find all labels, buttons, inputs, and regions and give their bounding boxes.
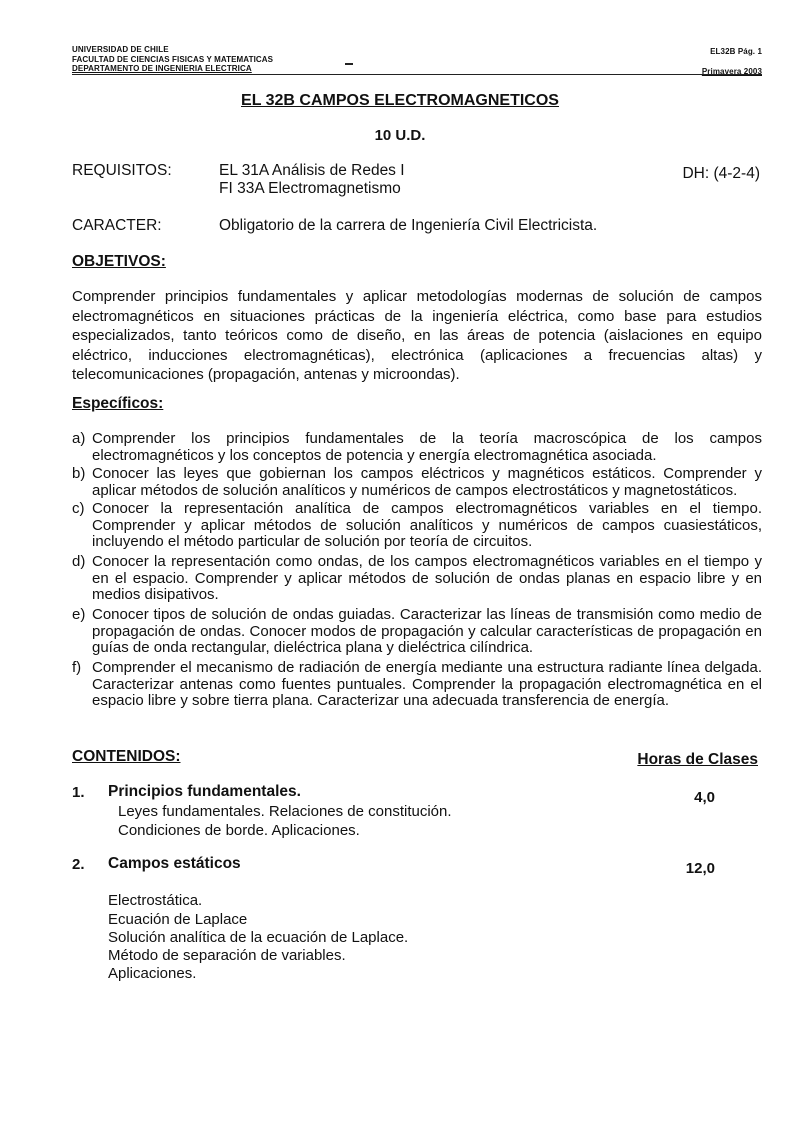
- topic-title: Principios fundamentales.: [108, 783, 301, 800]
- topic-line: Método de separación de variables.: [108, 947, 346, 964]
- topic-title: Campos estáticos: [108, 855, 241, 872]
- topic-line: Aplicaciones.: [108, 965, 197, 982]
- item-text: Conocer las leyes que gobiernan los campos eléctricos y magnéticos estáticos. Comprender y aplicar métodos de solución analíticos y numéricos de campos electrostáticos y magnetostáticos.: [92, 465, 762, 499]
- item-letter: e): [72, 606, 86, 623]
- page-reference: EL32B Pág. 1: [710, 47, 762, 56]
- item-text: Conocer tipos de solución de ondas guiadas. Caracterizar las líneas de transmisión como medio de propagación de ondas. Conocer modos de propagación y calcular características de propagación en guías de onda rectangular, dieléctrica plana y dieléctrica cilíndrica.: [92, 606, 762, 656]
- course-units: 10 U.D.: [374, 127, 426, 144]
- objetivos-text: Comprender principios fundamentales y aplicar metodologías modernas de solución de campos electromagnéticos en situaciones prácticas de la ingeniería eléctrica, como base para estudios especializados, tanto teóricos como de diseño, en las áreas de potencia (aislaciones en equipo eléctrico, inducciones electromagnéticas), electrónica (aplicaciones a frecuencias altas) y telecomunicaciones (propagación, antenas y microondas).: [72, 288, 762, 383]
- topic-line: Condiciones de borde. Aplicaciones.: [118, 822, 360, 839]
- faculty-name: FACULTAD DE CIENCIAS FISICAS Y MATEMATICAS: [72, 54, 274, 64]
- topic-hours: 12,0: [685, 860, 715, 877]
- course-title: EL 32B CAMPOS ELECTROMAGNETICOS: [241, 92, 559, 109]
- objective-item: [72, 554, 762, 604]
- dh-hours: DH: (4-2-4): [682, 165, 760, 182]
- topic-number: 1.: [72, 784, 85, 801]
- hours-heading: Horas de Clases: [637, 751, 758, 768]
- requisitos-label: REQUISITOS:: [72, 162, 172, 179]
- objetivos-heading: OBJETIVOS:: [72, 253, 166, 270]
- especificos-heading: Específicos:: [72, 395, 164, 412]
- topic-hours: 4,0: [694, 789, 715, 806]
- university-name: UNIVERSIDAD DE CHILE: [72, 45, 169, 54]
- item-text: Conocer la representación como ondas, de los campos electromagnéticos variables en el tiempo y en el espacio. Comprender y aplicar métodos de solución de ondas planas en espacio libre y en medios disipativos.: [92, 553, 762, 603]
- topic-number: 2.: [72, 856, 85, 873]
- item-letter: f): [72, 659, 82, 676]
- item-letter: b): [72, 465, 86, 482]
- objective-item: [72, 466, 762, 499]
- objective-item: [72, 607, 762, 657]
- objective-item: [72, 431, 762, 464]
- item-letter: c): [72, 500, 85, 517]
- topic-line: Solución analítica de la ecuación de Laplace.: [108, 929, 409, 946]
- caracter-label: CARACTER:: [72, 217, 162, 234]
- item-text: Comprender el mecanismo de radiación de energía mediante una estructura radiante línea delgada. Caracterizar antenas como fuentes puntuales. Comprender la propagación electromagnética en el espacio libre y sobre tierra plana. Caracterizar una adecuada transferencia de energía.: [92, 659, 762, 709]
- header-rule: [72, 74, 762, 75]
- caracter-value: Obligatorio de la carrera de Ingeniería Civil Electricista.: [219, 217, 598, 234]
- item-letter: a): [72, 430, 86, 447]
- item-letter: d): [72, 553, 86, 570]
- requisito-item: FI 33A Electromagnetismo: [219, 180, 401, 197]
- topic-line: Electrostática.: [108, 892, 203, 909]
- item-text: Comprender los principios fundamentales de la teoría macroscópica de los campos electromagnéticos y los conceptos de potencia y energía electromagnética asociada.: [92, 430, 762, 464]
- term-label: Primavera 2003: [701, 67, 762, 76]
- item-text: Conocer la representación analítica de campos electromagnéticos variables en el tiempo. Comprender y aplicar métodos de solución analíticos y numéricos de campos cuasiestáticos, incluyendo el método particular de solución por teoría de circuitos.: [92, 500, 762, 550]
- objective-item: [72, 660, 762, 710]
- department-name: DEPARTAMENTO DE INGENIERIA ELECTRICA: [72, 64, 252, 73]
- topic-line: Ecuación de Laplace: [108, 911, 248, 928]
- header-mark: [345, 63, 353, 65]
- topic-line: Leyes fundamentales. Relaciones de constitución.: [118, 803, 452, 820]
- requisito-item: EL 31A Análisis de Redes I: [219, 162, 405, 179]
- objective-item: [72, 501, 762, 551]
- contenidos-heading: CONTENIDOS:: [72, 748, 181, 765]
